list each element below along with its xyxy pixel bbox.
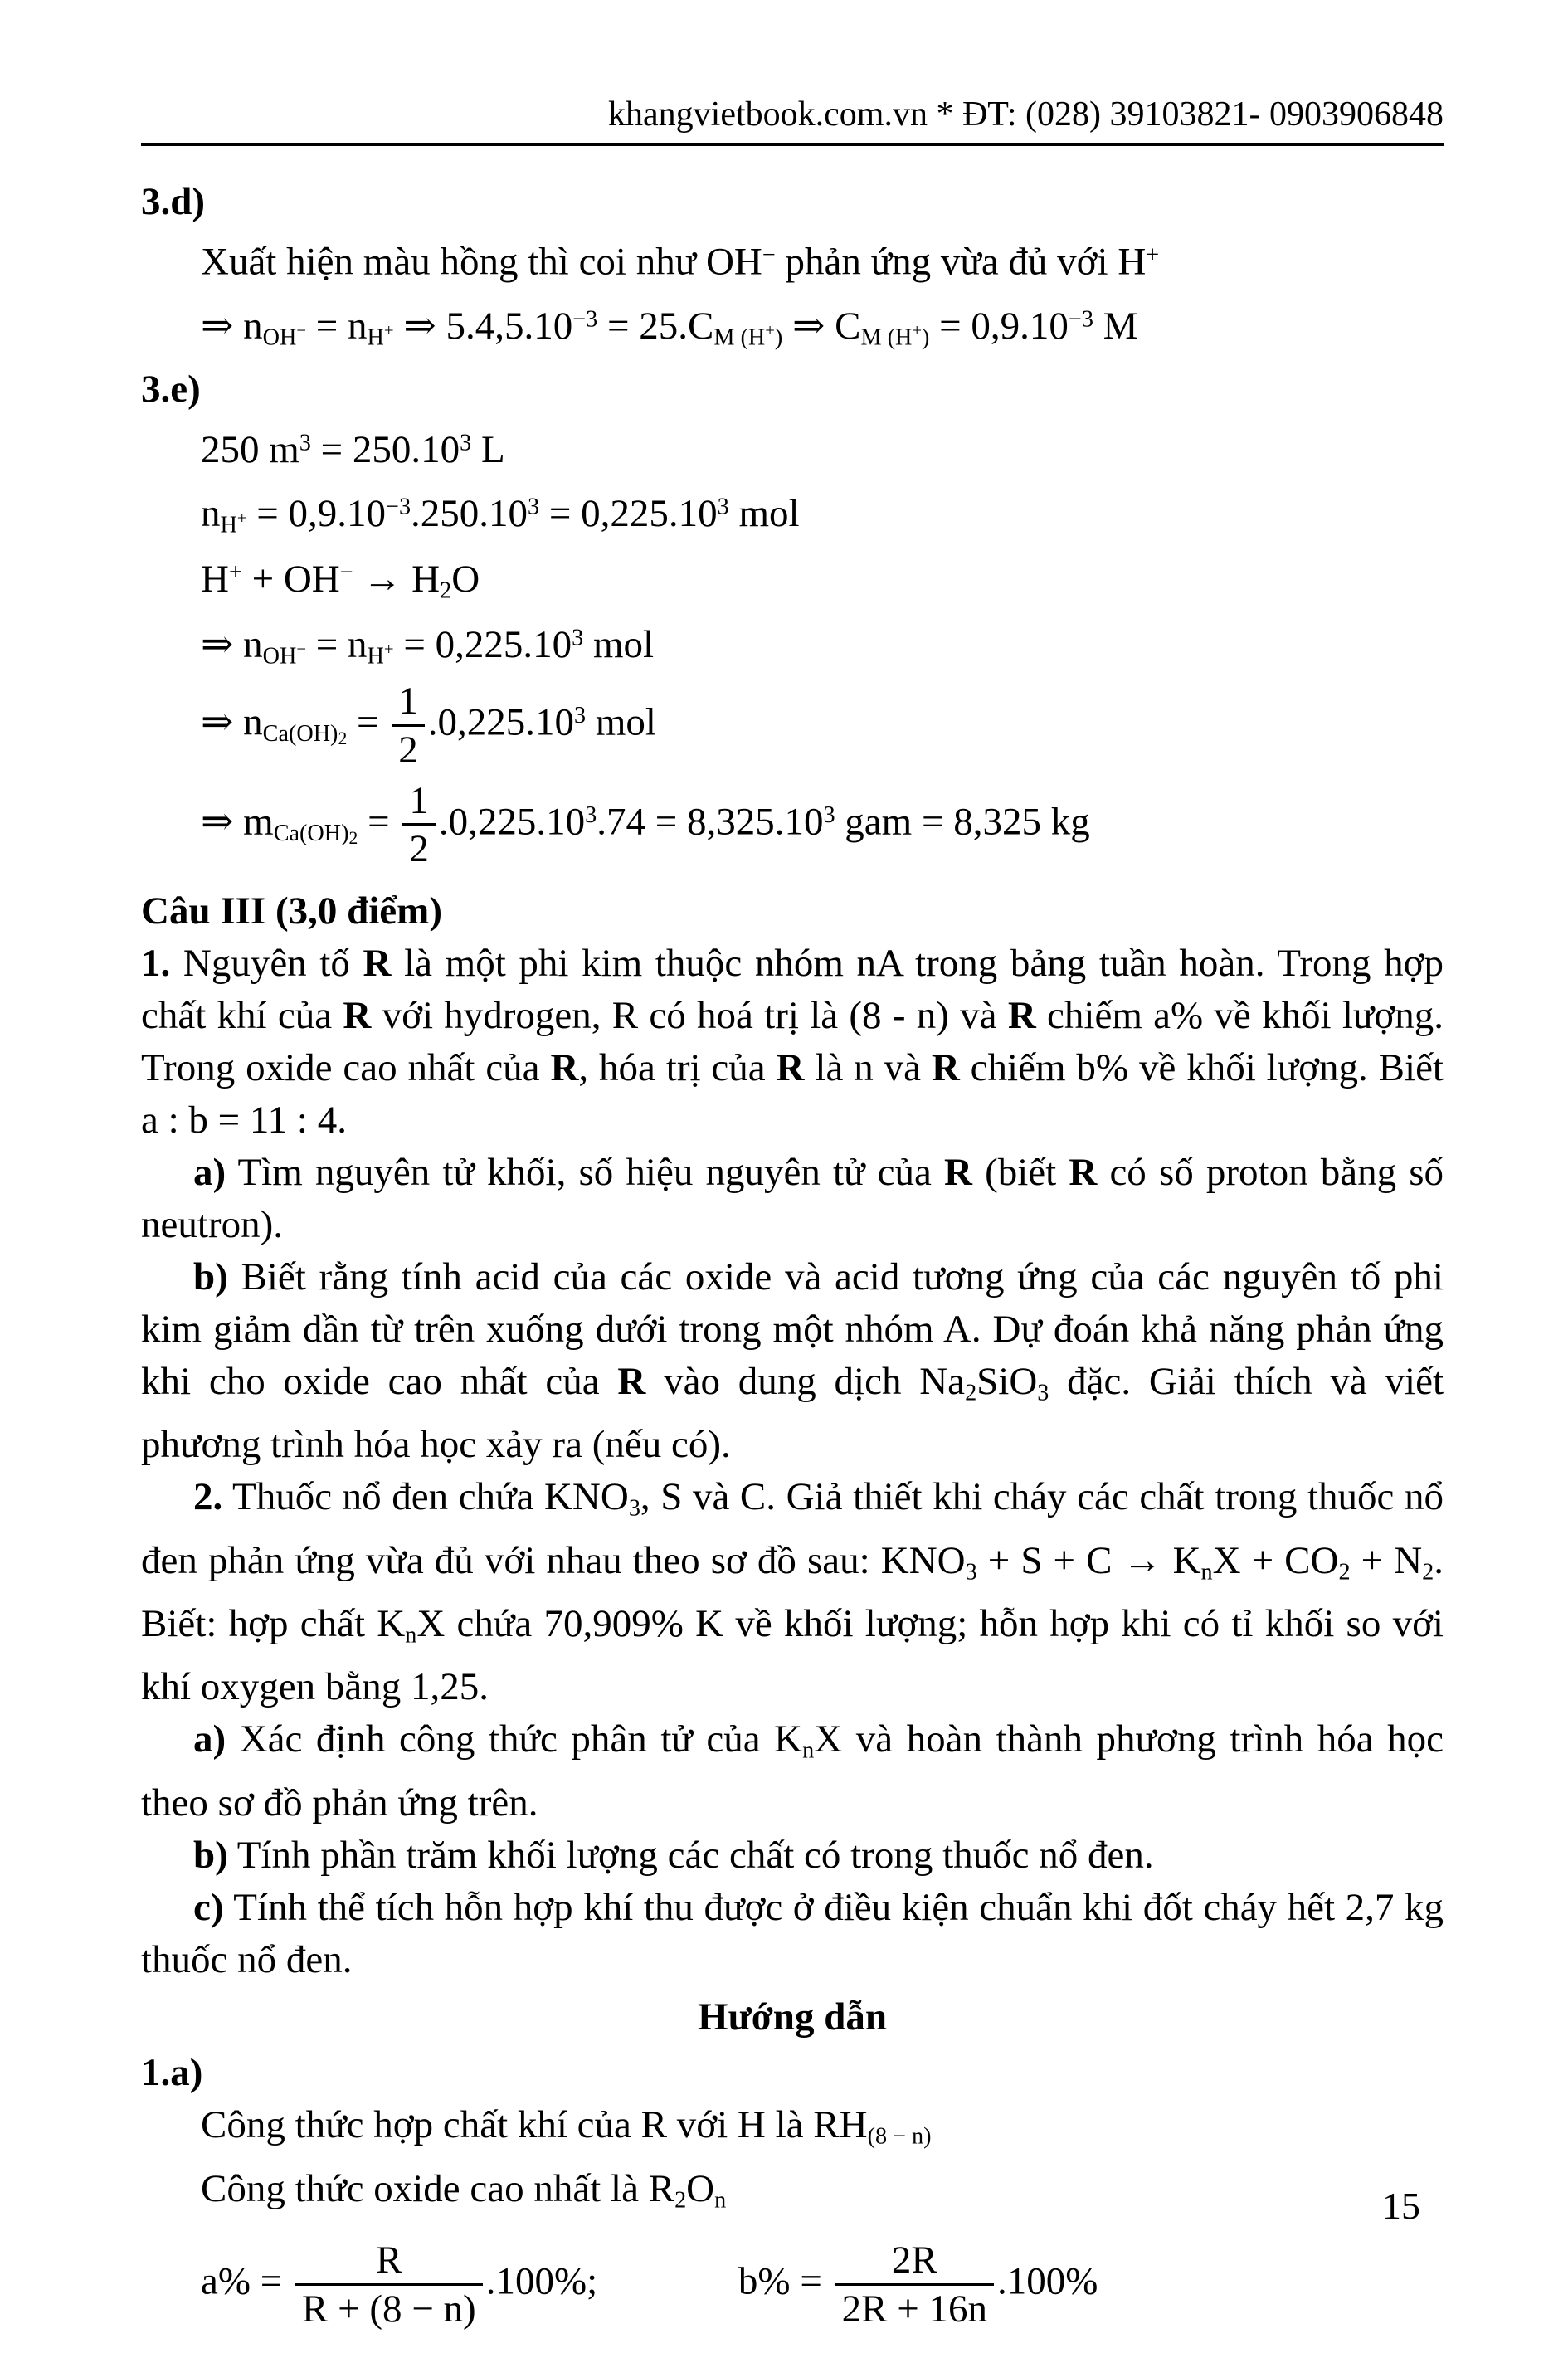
fraction-numerator: 1: [398, 680, 418, 723]
text-run: O: [451, 558, 480, 602]
bold-text-run: R: [1069, 1151, 1098, 1195]
text-run: , S và C. Giả thiết khi cháy các chất trong thuốc nổ đen phản ứng vừa đủ với nhau theo sơ đồ sau: KNO: [141, 1475, 1444, 1582]
text-run: Thuốc nổ đen chứa KNO: [222, 1475, 629, 1519]
text-run: Công thức oxide cao nhất là R: [201, 2166, 675, 2210]
subscript-superscript: +: [236, 509, 247, 529]
header-text: khangvietbook.com.vn * ĐT: (028) 39103821- 0903906848: [608, 95, 1444, 134]
fraction: [292, 2239, 486, 2331]
equation-mass-caoh2: [201, 780, 1444, 871]
text-run: .100%: [996, 2259, 1098, 2303]
text-run: Xuất hiện màu hồng thì coi như: [201, 240, 706, 284]
fraction-denominator: 2: [392, 724, 425, 772]
text-run: .250.10: [411, 492, 528, 536]
section-3e-label: 3.e): [141, 368, 201, 412]
text-run: ⇒ n: [201, 700, 263, 744]
bold-text-run: a): [193, 1717, 226, 1761]
guide-line-oxide-formula: [201, 2163, 1444, 2226]
text-run: X chứa 70,909% K về khối lượng; hỗn hợp khi có tỉ khối so với khí oxygen bằng 1,25.: [141, 1602, 1444, 1709]
subscript: OH: [262, 643, 297, 670]
text-run: H: [201, 558, 229, 602]
bold-text-run: R: [550, 1046, 579, 1090]
text-run: gam = 8,325 kg: [835, 800, 1090, 844]
text-run: phản ứng vừa đủ với H: [775, 240, 1147, 284]
text-run: mol: [583, 623, 655, 667]
text-run: Nguyên tố: [170, 942, 363, 986]
text-run: với hydrogen, R có hoá trị là (8 - n) và: [371, 994, 1008, 1038]
page-number: 15: [1382, 2185, 1420, 2227]
guide-heading: Hướng dẫn: [698, 1995, 887, 2039]
text-run: mol: [728, 492, 800, 536]
superscript: +: [228, 559, 242, 586]
bold-text-run: 1.: [141, 942, 171, 986]
section-3d-intro: [201, 229, 1444, 289]
text-run: = 0,9.10: [246, 492, 387, 536]
bold-text-run: R: [363, 942, 392, 986]
guide-1a-label: 1.a): [141, 2050, 203, 2094]
text-run: X + CO: [1212, 1538, 1339, 1582]
subscript: n: [802, 1737, 815, 1764]
bold-text-run: c): [193, 1885, 224, 1929]
bold-text-run: a): [193, 1151, 226, 1195]
text-run: = 0,9.10: [929, 304, 1069, 348]
text-run: X và hoàn thành phương trình hóa học theo sơ đồ phản ứng trên.: [141, 1717, 1444, 1824]
subscript: M (H: [713, 324, 766, 351]
bold-text-run: b): [193, 1255, 228, 1299]
equation-volume: [201, 425, 1444, 475]
question-3-2c-paragraph: [141, 1882, 1444, 1986]
fraction: [832, 2239, 997, 2331]
equation-3d: [201, 301, 1444, 353]
page-header: [141, 96, 1444, 133]
text-run: SiO: [976, 1360, 1038, 1404]
header-rule: [141, 143, 1444, 146]
text-run: ⇒ m: [201, 800, 274, 844]
text-run: b% =: [738, 2259, 832, 2303]
text-run: .74 = 8,325.10: [597, 800, 824, 844]
text-run: + S + C → K: [976, 1538, 1201, 1582]
subscript: 2: [1422, 1559, 1434, 1586]
text-run: Tính phần trăm khối lượng các chất có trong thuốc nổ đen.: [227, 1833, 1154, 1877]
text-run: OH: [705, 240, 762, 284]
superscript: 3: [299, 430, 311, 456]
subscript: Ca(OH): [262, 721, 338, 748]
text-run: = 250.10: [310, 428, 460, 472]
superscript: 3: [528, 494, 540, 520]
text-run: =: [358, 800, 400, 844]
bold-text-run: R: [617, 1360, 646, 1404]
subscript: ): [774, 324, 783, 351]
superscript: 3: [572, 625, 584, 651]
equation-neutralization: [201, 554, 1444, 607]
subscript: n: [1200, 1559, 1213, 1586]
superscript: 3: [574, 703, 587, 729]
superscript: −3: [386, 494, 411, 520]
text-run: chiếm a% về khối lượng. Trong oxide cao nhất của: [141, 994, 1444, 1090]
superscript: −3: [1068, 306, 1093, 333]
subscript: M (H: [860, 324, 913, 351]
question-3-heading: Câu III (3,0 điểm): [141, 889, 442, 933]
subscript: 2: [965, 1380, 977, 1406]
question-3-1b-paragraph: [141, 1251, 1444, 1471]
fraction: [399, 780, 439, 871]
bold-text-run: R: [776, 1046, 805, 1090]
text-run: ⇒ n: [201, 304, 263, 348]
subscript-superscript: −: [296, 322, 307, 341]
text-run: a% =: [201, 2259, 293, 2303]
equation-moles-oh: [201, 620, 1444, 672]
text-run: . Biết: hợp chất K: [141, 1538, 1444, 1646]
text-run: , hóa trị của: [578, 1046, 777, 1090]
subscript: 3: [965, 1559, 977, 1586]
equation-moles-caoh2: [201, 680, 1444, 772]
subscript-superscript: −: [296, 641, 307, 660]
text-run: có số proton bằng số neutron).: [141, 1151, 1444, 1247]
fraction-denominator: R + (8 − n): [295, 2283, 483, 2331]
subscript: 2: [440, 577, 452, 604]
subscript-superscript: +: [383, 641, 394, 660]
subscript-superscript: +: [383, 322, 394, 341]
text-run: = n: [306, 304, 368, 348]
text-run: Công thức hợp chất khí của R với H là RH: [201, 2103, 868, 2147]
text-run: đặc. Giải thích và viết phương trình hóa học xảy ra (nếu có).: [141, 1360, 1444, 1467]
subscript-subscript: 2: [348, 827, 358, 848]
subscript: ): [922, 324, 930, 351]
section-3d-label: 3.d): [141, 180, 206, 224]
text-run: .100%;: [485, 2259, 598, 2303]
superscript: 3: [823, 801, 835, 828]
subscript: 2: [674, 2187, 687, 2214]
text-run: Tìm nguyên tử khối, số hiệu nguyên tử của: [226, 1151, 944, 1195]
subscript: Ca(OH): [273, 820, 349, 846]
question-3-2b-paragraph: [141, 1829, 1444, 1882]
subscript: H: [220, 512, 237, 538]
superscript: −: [339, 559, 353, 586]
subscript-superscript: +: [765, 322, 775, 341]
bold-text-run: R: [343, 994, 372, 1038]
guide-percentage-row: [201, 2239, 1444, 2331]
text-run: = 0,225.10: [393, 623, 572, 667]
question-3-2-paragraph: [141, 1471, 1444, 1713]
subscript: 3: [1037, 1380, 1049, 1406]
equation-b-percent: [738, 2239, 1098, 2331]
text-run: = 25.C: [597, 304, 714, 348]
equation-moles-h: [201, 489, 1444, 541]
subscript: n: [714, 2187, 727, 2214]
text-run: (biết: [971, 1151, 1069, 1195]
bold-text-run: R: [944, 1151, 972, 1195]
subscript-subscript: 2: [338, 728, 348, 748]
text-run: + OH: [241, 558, 340, 602]
equation-a-percent: [201, 2239, 597, 2331]
text-run: ⇒ 5.4,5.10: [393, 304, 573, 348]
guide-line-gas-formula: [201, 2099, 1444, 2162]
text-run: n: [201, 492, 221, 536]
text-run: Biết rằng tính acid của các oxide và acid tương ứng của các nguyên tố phi kim giảm dần từ trên xuống dưới trong một nhóm A. Dự đoán khả năng phản ứng khi cho oxide cao nhất của: [141, 1255, 1444, 1404]
text-run: .0,225.10: [427, 700, 575, 744]
text-run: là một phi kim thuộc nhóm nA trong bảng tuần hoàn. Trong hợp chất khí của: [141, 942, 1444, 1038]
subscript: (8 − n): [867, 2123, 932, 2150]
subscript-superscript: +: [912, 322, 923, 341]
superscript: 3: [585, 801, 597, 828]
fraction-denominator: 2R + 16n: [835, 2283, 994, 2331]
superscript: −3: [572, 306, 598, 333]
question-3-1a-paragraph: [141, 1147, 1444, 1251]
bold-text-run: R: [1007, 994, 1036, 1038]
text-run: ⇒ n: [201, 623, 263, 667]
superscript: 3: [460, 430, 472, 456]
text-run: =: [347, 700, 389, 744]
text-run: + N: [1350, 1538, 1423, 1582]
text-run: mol: [586, 700, 656, 744]
text-run: Tính thể tích hỗn hợp khí thu được ở điều kiện chuẩn khi đốt cháy hết 2,7 kg thuốc nổ đen.: [141, 1885, 1444, 1981]
text-run: = n: [306, 623, 368, 667]
text-run: L: [471, 428, 505, 472]
text-run: → H: [353, 558, 441, 602]
text-run: 250 m: [201, 428, 299, 472]
text-run: M: [1093, 304, 1138, 348]
superscript: +: [1146, 241, 1160, 268]
superscript: −: [762, 241, 776, 268]
bold-text-run: 2.: [193, 1475, 223, 1519]
subscript: H: [367, 324, 384, 351]
fraction-denominator: 2: [402, 823, 436, 870]
text-run: vào dung dịch Na: [645, 1360, 966, 1404]
text-run: ⇒ C: [782, 304, 861, 348]
question-3-2a-paragraph: [141, 1713, 1444, 1829]
fraction-numerator: 1: [409, 778, 429, 822]
fraction: [388, 680, 428, 772]
bold-text-run: b): [193, 1833, 228, 1877]
text-run: O: [686, 2166, 715, 2210]
text-run: chiếm b% về khối lượng. Biết a : b = 11 : 4.: [141, 1046, 1444, 1142]
fraction-numerator: 2R: [891, 2239, 937, 2282]
text-run: là n và: [804, 1046, 932, 1090]
text-run: = 0,225.10: [539, 492, 718, 536]
subscript: n: [405, 1622, 417, 1649]
fraction-numerator: R: [376, 2239, 402, 2282]
subscript: 3: [628, 1495, 640, 1522]
superscript: 3: [717, 494, 729, 520]
subscript: OH: [262, 324, 297, 351]
text-run: .0,225.10: [438, 800, 586, 844]
question-3-1-paragraph: [141, 938, 1444, 1147]
subscript: 2: [1338, 1559, 1351, 1586]
text-run: Xác định công thức phân tử của K: [226, 1717, 803, 1761]
bold-text-run: R: [931, 1046, 960, 1090]
subscript: H: [367, 643, 384, 670]
